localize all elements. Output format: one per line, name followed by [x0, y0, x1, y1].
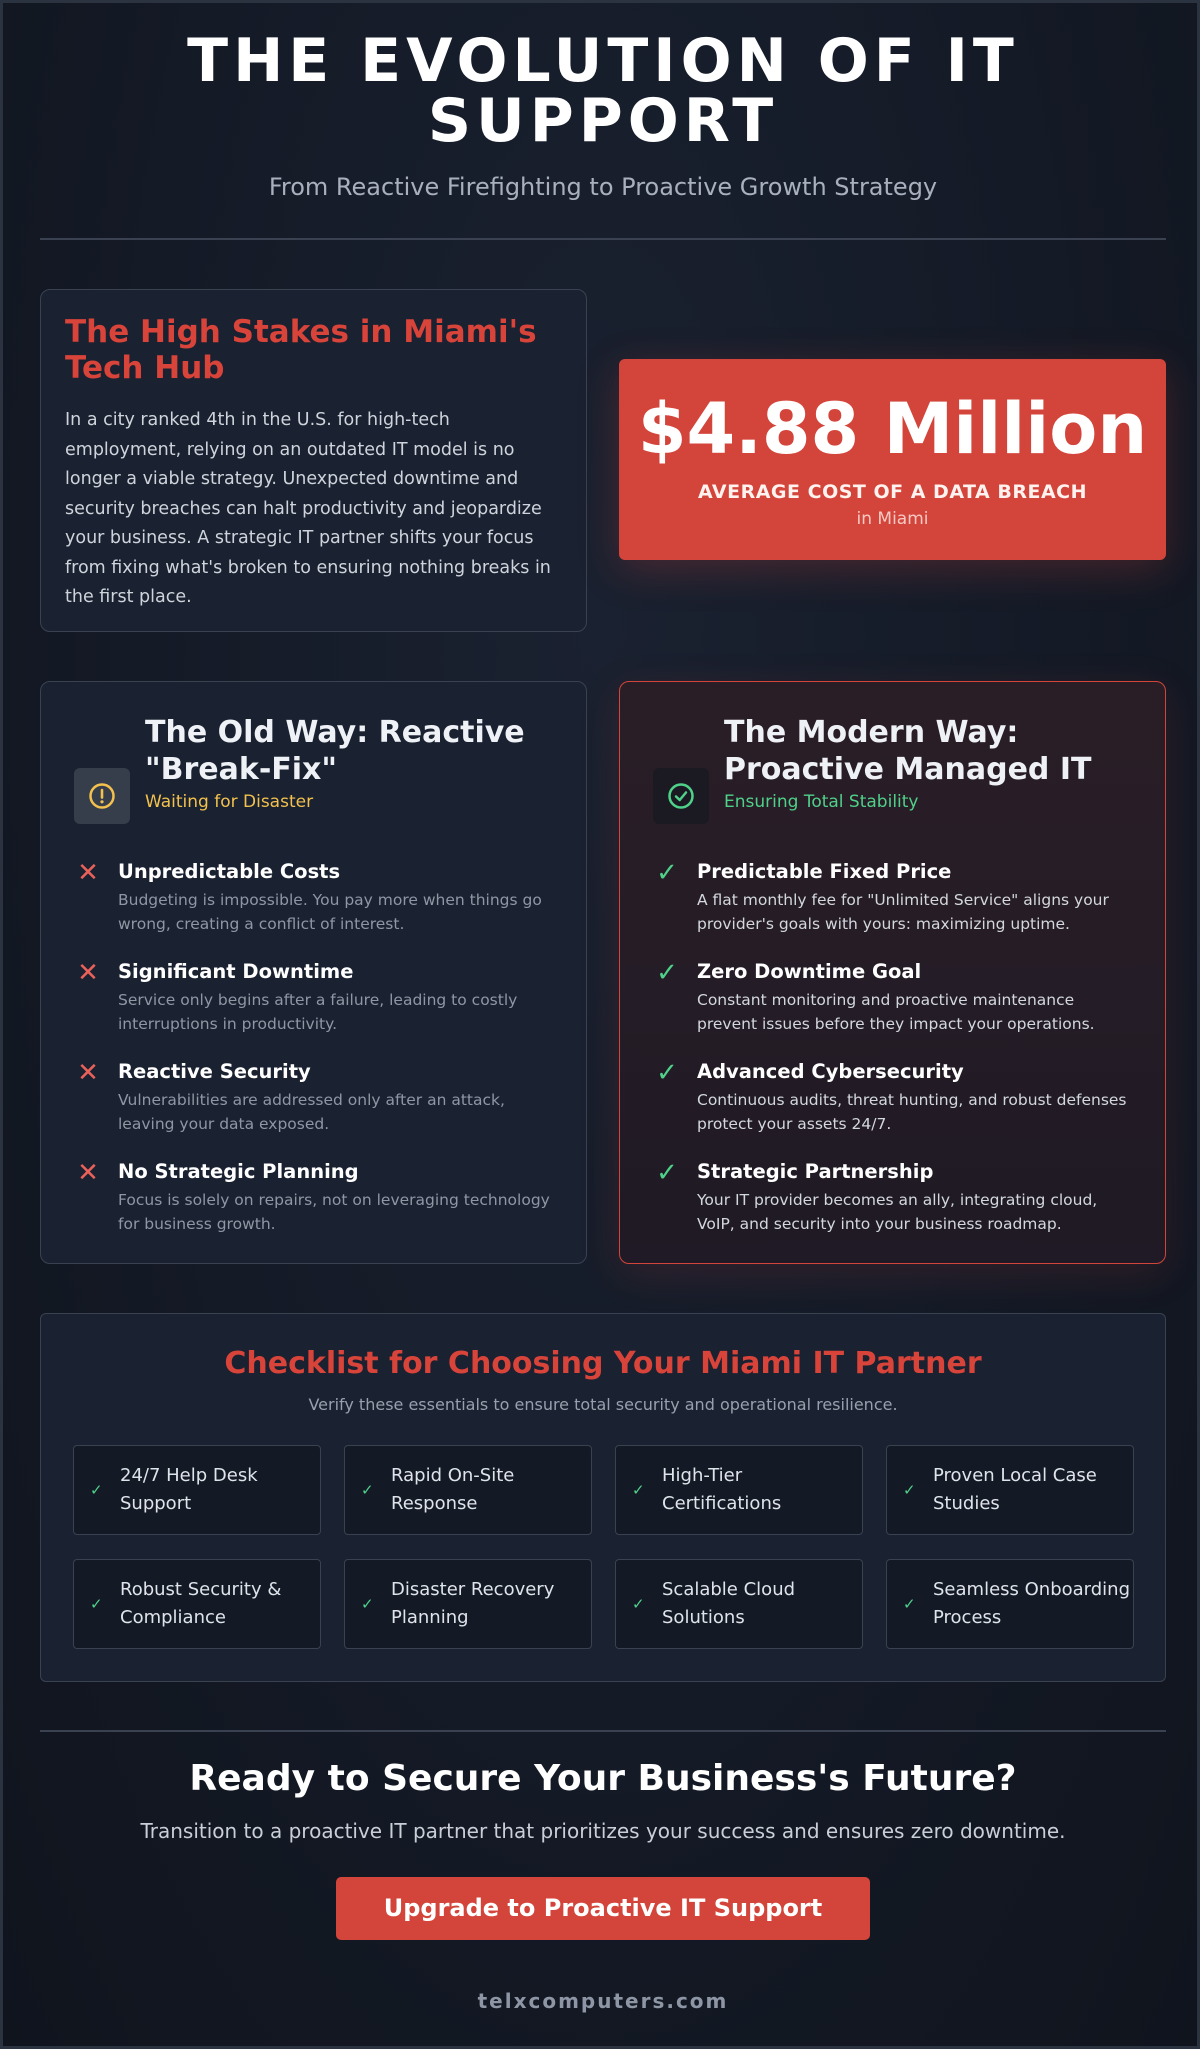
- cta-section: [3, 1758, 1200, 1940]
- list-item-title: Reactive Security: [118, 1060, 311, 1083]
- list-item: [653, 1060, 1135, 1160]
- list-item: [74, 1160, 556, 1260]
- checklist-item: [344, 1559, 592, 1649]
- list-item: [74, 1060, 556, 1160]
- stakes-text: In a city ranked 4th in the U.S. for high-tech employment, relying on an outdated IT model is no longer a viable strategy. Unexpected downtime and security breaches can halt productivity and jeopardize your business. A strategic IT partner shifts your focus from fixing what's broken to ensuring nothing breaks in the first place.: [65, 410, 551, 607]
- checklist-item-label: 24/7 Help Desk Support: [120, 1465, 258, 1514]
- upgrade-button[interactable]: Upgrade to Proactive IT Support: [336, 1877, 870, 1940]
- stakes-title: The High Stakes in Miami's Tech Hub: [65, 314, 537, 386]
- list-item: [74, 960, 556, 1060]
- checklist-item: [615, 1445, 863, 1535]
- list-item: [653, 1160, 1135, 1260]
- cta-text: Transition to a proactive IT partner that prioritizes your success and ensures zero downtime.: [140, 1819, 1066, 1843]
- modern-way-list: [653, 860, 1135, 1260]
- checklist-item: [886, 1559, 1134, 1649]
- checklist-item-label: Disaster Recovery Planning: [391, 1579, 555, 1628]
- old-way-card: [40, 681, 587, 1264]
- breach-cost-box: [619, 359, 1166, 560]
- checklist-item-label: Proven Local Case Studies: [933, 1465, 1097, 1514]
- list-item-title: Predictable Fixed Price: [697, 860, 952, 883]
- list-item-desc: A flat monthly fee for "Unlimited Service" aligns your provider's goals with yours: maximizing uptime.: [697, 891, 1109, 933]
- breach-cost-value: $4.88 Million: [637, 388, 1148, 470]
- list-item-desc: Your IT provider becomes an ally, integrating cloud, VoIP, and security into your business roadmap.: [697, 1191, 1098, 1233]
- list-item: [653, 960, 1135, 1060]
- checklist-item: [344, 1445, 592, 1535]
- list-item-title: No Strategic Planning: [118, 1160, 359, 1183]
- list-item-title: Significant Downtime: [118, 960, 354, 983]
- check-icon: ✓: [90, 1481, 103, 1499]
- page-subtitle: From Reactive Firefighting to Proactive Growth Strategy: [268, 173, 938, 201]
- checklist-item-label: High-Tier Certifications: [662, 1465, 782, 1514]
- cta-title: Ready to Secure Your Business's Future?: [189, 1758, 1017, 1799]
- list-item-title: Zero Downtime Goal: [697, 960, 922, 983]
- list-item: [653, 860, 1135, 960]
- check-icon: ✓: [656, 858, 678, 888]
- list-item-title: Strategic Partnership: [697, 1160, 934, 1183]
- cross-icon: ✕: [77, 958, 99, 988]
- checklist-grid: [73, 1445, 1135, 1649]
- check-icon: ✓: [656, 958, 678, 988]
- check-icon: ✓: [632, 1481, 645, 1499]
- check-icon: ✓: [903, 1481, 916, 1499]
- checklist-item: [73, 1559, 321, 1649]
- check-icon: ✓: [90, 1595, 103, 1613]
- old-way-subtitle: Waiting for Disaster: [145, 792, 314, 812]
- modern-way-header: [653, 714, 1145, 812]
- check-circle-icon: [653, 768, 709, 824]
- cta-divider: [40, 1730, 1166, 1732]
- modern-way-subtitle: Ensuring Total Stability: [724, 792, 919, 812]
- breach-cost-location: in Miami: [856, 509, 929, 529]
- alert-icon: [74, 768, 130, 824]
- list-item-desc: Constant monitoring and proactive maintenance prevent issues before they impact your operations.: [697, 991, 1095, 1033]
- stakes-card: [40, 289, 587, 632]
- checklist-item-label: Rapid On-Site Response: [391, 1465, 515, 1514]
- list-item-desc: Vulnerabilities are addressed only after an attack, leaving your data exposed.: [118, 1091, 505, 1133]
- checklist-item-label: Seamless Onboarding Process: [933, 1579, 1131, 1628]
- page-header: [3, 26, 1200, 201]
- checklist-item: [615, 1559, 863, 1649]
- breach-cost-label: AVERAGE COST OF A DATA BREACH: [698, 481, 1087, 503]
- old-way-title: The Old Way: Reactive "Break-Fix": [145, 715, 525, 787]
- checklist-title: Checklist for Choosing Your Miami IT Partner: [224, 1346, 982, 1381]
- cross-icon: ✕: [77, 858, 99, 888]
- list-item-desc: Focus is solely on repairs, not on leveraging technology for business growth.: [118, 1191, 550, 1233]
- cross-icon: ✕: [77, 1058, 99, 1088]
- check-icon: ✓: [361, 1481, 374, 1499]
- page-title: THE EVOLUTION OF IT SUPPORT: [187, 26, 1019, 156]
- old-way-list: [74, 860, 556, 1260]
- modern-way-title: The Modern Way: Proactive Managed IT: [724, 715, 1092, 787]
- cross-icon: ✕: [77, 1158, 99, 1188]
- checklist-card: [40, 1313, 1166, 1682]
- list-item-desc: Budgeting is impossible. You pay more when things go wrong, creating a conflict of interest.: [118, 891, 542, 933]
- old-way-header: [74, 714, 566, 812]
- check-icon: ✓: [656, 1058, 678, 1088]
- check-icon: ✓: [903, 1595, 916, 1613]
- list-item-title: Unpredictable Costs: [118, 860, 341, 883]
- header-divider: [40, 238, 1166, 240]
- list-item-desc: Service only begins after a failure, leading to costly interruptions in productivity.: [118, 991, 518, 1033]
- checklist-item: [73, 1445, 321, 1535]
- check-icon: ✓: [361, 1595, 374, 1613]
- checklist-item-label: Robust Security & Compliance: [120, 1579, 282, 1628]
- list-item: [74, 860, 556, 960]
- footer-site-link[interactable]: telxcomputers.com: [477, 1989, 729, 2013]
- list-item-title: Advanced Cybersecurity: [697, 1060, 964, 1083]
- check-icon: ✓: [632, 1595, 645, 1613]
- checklist-subtitle: Verify these essentials to ensure total security and operational resilience.: [308, 1395, 898, 1414]
- modern-way-card: [619, 681, 1166, 1264]
- checklist-item: [886, 1445, 1134, 1535]
- list-item-desc: Continuous audits, threat hunting, and robust defenses protect your assets 24/7.: [697, 1091, 1127, 1133]
- checklist-item-label: Scalable Cloud Solutions: [662, 1579, 796, 1628]
- check-icon: ✓: [656, 1158, 678, 1188]
